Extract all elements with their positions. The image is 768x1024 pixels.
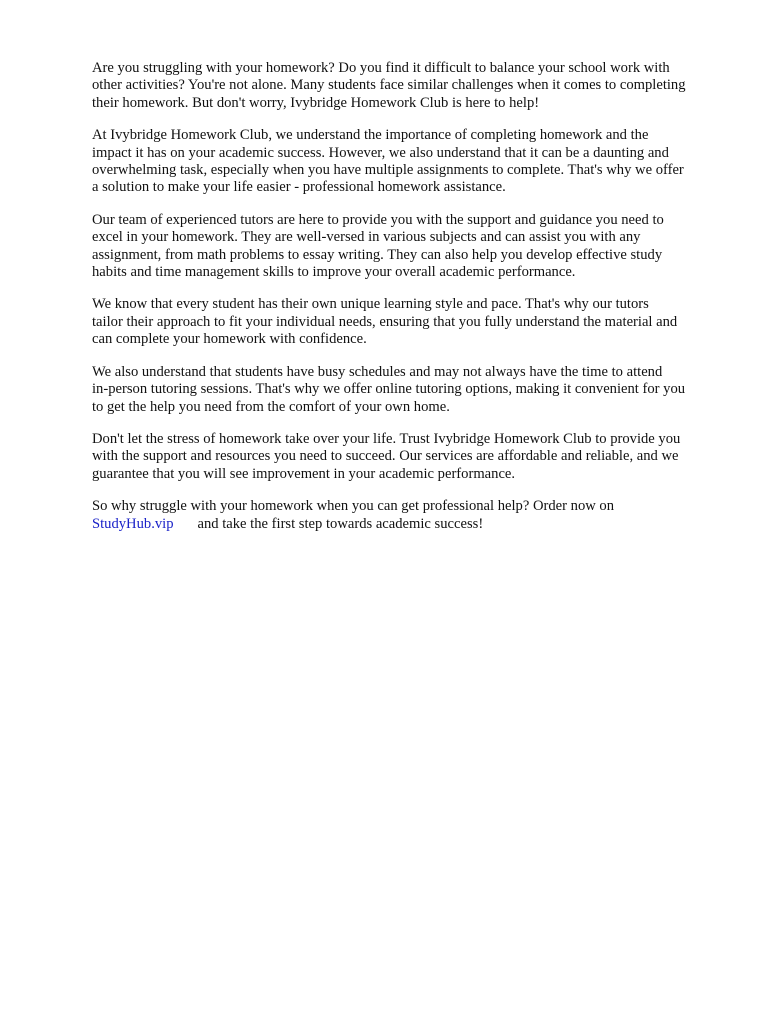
paragraph-online-tutoring (92, 364, 732, 416)
text-line: excel in your homework. They are well-versed in various subjects and can assist you with any (92, 229, 641, 246)
text-line: can complete your homework with confidence. (92, 331, 367, 348)
document-body (92, 60, 732, 548)
studyhub-link[interactable]: StudyHub.vip (92, 515, 174, 532)
text-line: overwhelming task, especially when you have multiple assignments to complete. That's why we offer (92, 162, 684, 179)
text-line: We know that every student has their own unique learning style and pace. That's why our tutors (92, 296, 649, 313)
text-line: guarantee that you will see improvement in your academic performance. (92, 465, 516, 482)
paragraph-stress (92, 431, 732, 483)
text-line: habits and time management skills to improve your overall academic performance. (92, 264, 576, 281)
paragraph-intro (92, 60, 732, 112)
text-line: Don't let the stress of homework take over your life. Trust Ivybridge Homework Club to provide you (92, 430, 681, 447)
text-line: their homework. But don't worry, Ivybridge Homework Club is here to help! (92, 94, 540, 111)
text-line: impact it has on your academic success. However, we also understand that it can be a daunting and (92, 144, 669, 161)
text-line: Our team of experienced tutors are here to provide you with the support and guidance you need to (92, 211, 664, 228)
text-line: other activities? You're not alone. Many students face similar challenges when it comes to completing (92, 77, 686, 94)
text-line: tailor their approach to fit your individual needs, ensuring that you fully understand the material and (92, 313, 678, 330)
paragraph-closing (92, 498, 732, 533)
text-line: and take the first step towards academic success! (197, 515, 484, 532)
text-line: a solution to make your life easier - professional homework assistance. (92, 179, 506, 196)
closing-link-line (92, 516, 732, 533)
text-line: So why struggle with your homework when you can get professional help? Order now on (92, 498, 615, 515)
text-line: At Ivybridge Homework Club, we understand the importance of completing homework and the (92, 127, 649, 144)
text-line: We also understand that students have busy schedules and may not always have the time to attend (92, 363, 663, 380)
text-line: assignment, from math problems to essay writing. They can also help you develop effective study (92, 246, 663, 263)
paragraph-tutors (92, 212, 732, 282)
paragraph-understanding (92, 127, 732, 197)
text-line: to get the help you need from the comfort of your own home. (92, 398, 450, 415)
paragraph-learning-style (92, 296, 732, 348)
text-line: in-person tutoring sessions. That's why we offer online tutoring options, making it convenient for you (92, 381, 686, 398)
text-line: Are you struggling with your homework? Do you find it difficult to balance your school work with (92, 60, 670, 76)
text-line: with the support and resources you need to succeed. Our services are affordable and reliable, and we (92, 448, 679, 465)
